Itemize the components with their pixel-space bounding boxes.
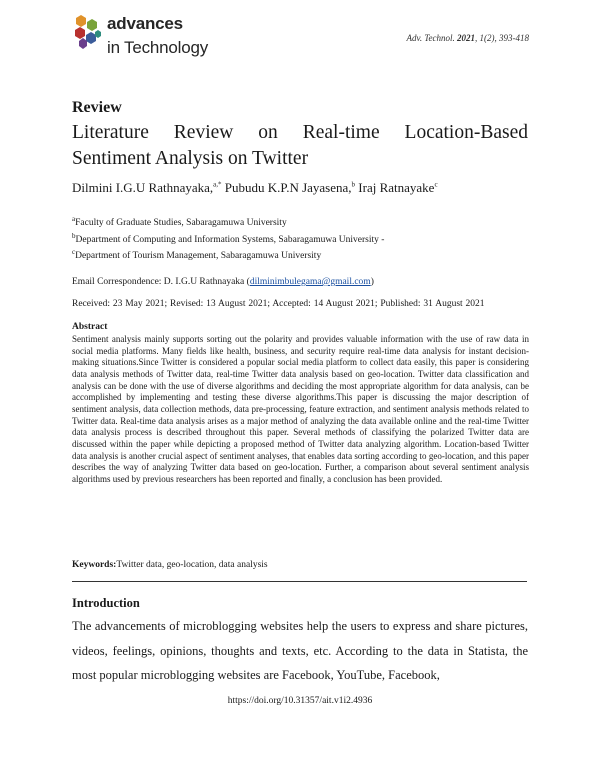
publication-dates: Received: 23 May 2021; Revised: 13 August 2021; Accepted: 14 August 2021; Published: 31 August 2021 bbox=[72, 299, 485, 309]
doi-link[interactable]: https://doi.org/10.31357/ait.v1i2.4936 bbox=[227, 696, 373, 706]
author-list bbox=[72, 180, 438, 196]
citation-year: 2021 bbox=[457, 33, 475, 43]
affiliation-mark: b bbox=[72, 231, 76, 240]
journal-name-line1: advances bbox=[107, 14, 183, 33]
keywords-label: Keywords: bbox=[72, 560, 117, 570]
affiliation-text: Department of Computing and Information Systems, Sabaragamuwa University - bbox=[75, 235, 385, 245]
author-name: Iraj Ratnayake bbox=[355, 180, 435, 195]
keywords bbox=[72, 560, 268, 570]
author-affiliation-mark: c bbox=[434, 180, 438, 189]
journal-logo-icon bbox=[72, 14, 102, 50]
paper-title: Literature Review on Real-time Location-Based Sentiment Analysis on Twitter bbox=[72, 122, 528, 169]
affiliation-mark: c bbox=[72, 247, 76, 256]
email-label: Email Correspondence: D. I.G.U Rathnayaka ( bbox=[72, 277, 250, 287]
author-affiliation-mark: b bbox=[351, 180, 356, 189]
author-name: Dilmini I.G.U Rathnayaka, bbox=[72, 180, 214, 195]
citation-volume-pages: , 1(2), 393-418 bbox=[475, 33, 529, 43]
introduction-text: The advancements of microblogging websites help the users to express and share pictures, videos, feelings, opinions, thoughts and texts, etc. According to the data in Statista, the most popular microblogging websites are Facebook, YouTube, Facebook, bbox=[72, 619, 528, 682]
section-divider bbox=[72, 581, 527, 582]
affiliation-text: Department of Tourism Management, Sabaragamuwa University bbox=[75, 251, 322, 261]
affiliation bbox=[72, 247, 322, 261]
logo-hex-3 bbox=[75, 27, 85, 39]
introduction-heading: Introduction bbox=[72, 596, 140, 610]
article-type: Review bbox=[72, 99, 122, 116]
email-close: ) bbox=[370, 277, 374, 287]
email-link[interactable]: dilminimbulegama@gmail.com bbox=[249, 277, 371, 287]
abstract-heading: Abstract bbox=[72, 322, 108, 332]
keywords-text: Twitter data, geo-location, data analysis bbox=[116, 560, 268, 570]
author-name: Pubudu K.P.N Jayasena, bbox=[221, 180, 352, 195]
affiliation bbox=[72, 214, 287, 228]
author-affiliation-mark: a,* bbox=[213, 180, 222, 189]
logo-hex-4 bbox=[86, 32, 96, 44]
journal-name-line2: in Technology bbox=[107, 38, 209, 57]
logo-hex-1 bbox=[76, 15, 86, 27]
affiliation-mark: a bbox=[72, 214, 76, 223]
email-correspondence bbox=[72, 277, 374, 287]
affiliation bbox=[72, 231, 385, 245]
affiliation-text: Faculty of Graduate Studies, Sabaragamuwa University bbox=[75, 218, 287, 228]
abstract-text: Sentiment analysis mainly supports sorting out the polarity and provides valuable information with the use of raw data in social media platforms. Many fields like health, business, and security require real-time data analysis for instant decision-making situations.Since Twitter is considered a popular social media platform to collect data easily, this paper is considering data analysis methods of Twitter data, real-time Twitter data analysis based on geo-location. Twitter data classification and analysis can be done with the use of diverse algorithms and deciding the most appropriate algorithm for data analysis, can be accomplished by implementing and testing these diverse algorithms.This paper is discussing the major description of sentiment analysis, data collection methods, data pre-processing, feature extraction, and sentiment analysis methods related to Twitter data. Real-time data analysis arises as a major method of analyzing the data available online and the real-time Twitter data analysis process is described throughout this paper. Several methods of classifying the polarized Twitter data are discussed within the paper while depicting a proposed method of Twitter data analyzing algorithm. Location-based Twitter data analysis is another crucial aspect of sentiment analyses, that enables data sorting according to geo-location, and this paper describes the way of analyzing Twitter data based on geo-location. Further, a comparison about several sentiment analysis algorithms used by previous researchers has been reported and finally, a conclusion has been provided. bbox=[72, 334, 529, 484]
citation bbox=[407, 33, 530, 43]
logo-hex-2 bbox=[87, 19, 97, 31]
citation-journal: Adv. Technol. bbox=[406, 33, 455, 43]
logo-hex-5 bbox=[79, 38, 87, 49]
